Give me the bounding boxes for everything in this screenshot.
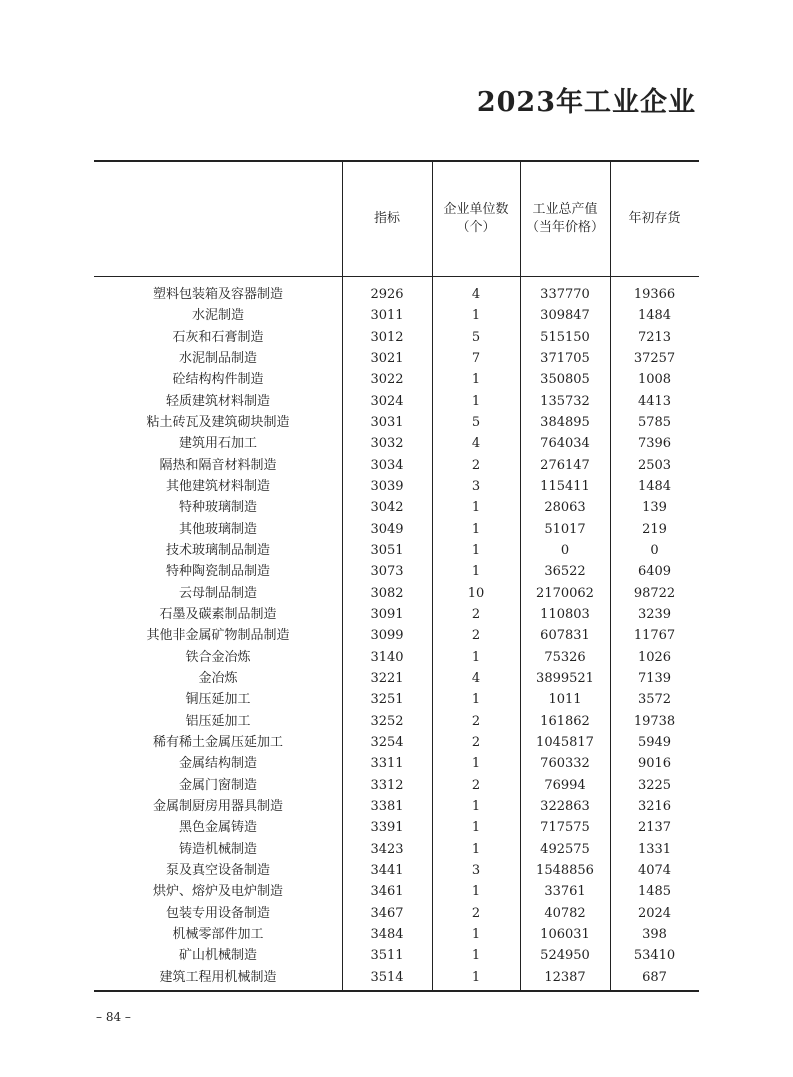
industry-name: 石墨及碳素制品制造 xyxy=(159,606,277,622)
enterprise-count: 2 xyxy=(471,628,481,644)
opening-inventory: 5949 xyxy=(637,734,672,750)
industry-code: 3011 xyxy=(370,308,404,324)
header-enterprise-count-line1: 企业单位数 xyxy=(443,201,509,217)
table-row xyxy=(94,647,699,668)
enterprise-count: 1 xyxy=(471,542,481,558)
opening-inventory: 1485 xyxy=(637,884,672,900)
industry-code: 3441 xyxy=(370,862,404,878)
table-row xyxy=(94,561,699,582)
total-output-value: 1045817 xyxy=(536,734,594,750)
enterprise-count: 1 xyxy=(471,500,481,516)
enterprise-count: 7 xyxy=(471,350,481,366)
table-row xyxy=(94,732,699,753)
industry-name: 其他玻璃制造 xyxy=(178,521,257,537)
table-row xyxy=(94,497,699,518)
header-enterprise-count xyxy=(432,161,520,276)
total-output-value: 0 xyxy=(560,542,570,558)
industry-name: 特种玻璃制造 xyxy=(178,500,257,516)
total-output-value: 33761 xyxy=(544,884,586,900)
industry-name: 金属制厨房用器具制造 xyxy=(152,798,283,814)
table-row xyxy=(94,625,699,646)
industry-name: 粘土砖瓦及建筑砌块制造 xyxy=(146,414,290,430)
table-row xyxy=(94,881,699,902)
enterprise-count: 1 xyxy=(471,948,481,964)
industry-name: 水泥制造 xyxy=(191,308,244,324)
enterprise-count: 4 xyxy=(471,287,481,302)
total-output-value: 36522 xyxy=(544,564,586,580)
industry-name: 隔热和隔音材料制造 xyxy=(159,457,277,473)
industry-name: 其他建筑材料制造 xyxy=(165,478,270,494)
table-row xyxy=(94,476,699,497)
industry-name: 石灰和石膏制造 xyxy=(172,329,264,345)
industry-name: 砼结构构件制造 xyxy=(172,372,264,388)
industry-name: 铁合金冶炼 xyxy=(185,649,251,665)
industry-code: 3484 xyxy=(370,926,404,942)
industry-code: 3254 xyxy=(370,734,404,750)
opening-inventory: 7396 xyxy=(637,436,672,452)
opening-inventory: 53410 xyxy=(633,948,676,964)
table-row xyxy=(94,753,699,774)
total-output-value: 764034 xyxy=(540,436,590,452)
industry-code: 3012 xyxy=(370,329,404,345)
table-row xyxy=(94,369,699,390)
table-row xyxy=(94,967,699,988)
enterprise-count: 1 xyxy=(471,798,481,814)
industry-code: 3049 xyxy=(370,521,404,537)
opening-inventory: 139 xyxy=(642,500,667,516)
industry-code: 3034 xyxy=(370,457,404,473)
industry-name: 金属门窗制造 xyxy=(178,777,257,793)
header-output-value xyxy=(520,161,610,276)
industry-code: 3022 xyxy=(370,372,404,388)
opening-inventory: 37257 xyxy=(633,350,676,366)
opening-inventory: 6409 xyxy=(637,564,672,580)
header-indicator xyxy=(342,161,432,276)
industry-name: 金冶炼 xyxy=(198,670,238,686)
enterprise-count: 1 xyxy=(471,393,481,409)
total-output-value: 106031 xyxy=(540,926,590,942)
industry-code: 3511 xyxy=(370,948,404,964)
opening-inventory: 1026 xyxy=(637,649,672,665)
industry-code: 3461 xyxy=(370,884,404,900)
header-opening-inventory-label: 年初存货 xyxy=(628,210,681,226)
industry-name: 云母制品制造 xyxy=(178,585,257,601)
total-output-value: 115411 xyxy=(540,478,590,494)
industry-name: 稀有稀土金属压延加工 xyxy=(152,734,283,750)
enterprise-count: 4 xyxy=(471,670,481,686)
table-row xyxy=(94,433,699,454)
industry-code: 3311 xyxy=(370,756,404,772)
opening-inventory: 98722 xyxy=(633,585,676,601)
opening-inventory: 1484 xyxy=(637,478,672,494)
enterprise-count: 10 xyxy=(467,585,485,601)
industry-code: 3099 xyxy=(370,628,404,644)
industry-name: 铝压延加工 xyxy=(185,713,251,729)
table-header-rule xyxy=(94,276,699,277)
industry-code: 3423 xyxy=(370,841,404,857)
table-row xyxy=(94,305,699,326)
enterprise-count: 2 xyxy=(471,734,481,750)
enterprise-count: 2 xyxy=(471,777,481,793)
table-row xyxy=(94,817,699,838)
table-row xyxy=(94,711,699,732)
total-output-value: 760332 xyxy=(540,756,590,772)
table-body xyxy=(94,284,699,988)
table-row xyxy=(94,689,699,710)
header-output-value-line2: （当年价格） xyxy=(525,219,604,235)
table-row xyxy=(94,924,699,945)
enterprise-count: 1 xyxy=(471,692,481,708)
table-row xyxy=(94,604,699,625)
opening-inventory: 19366 xyxy=(633,287,676,302)
opening-inventory: 5785 xyxy=(637,414,672,430)
industry-name: 矿山机械制造 xyxy=(178,948,257,964)
total-output-value: 1548856 xyxy=(536,862,594,878)
industry-name: 铸造机械制造 xyxy=(178,841,257,857)
opening-inventory: 19738 xyxy=(633,713,676,729)
opening-inventory: 2024 xyxy=(637,905,672,921)
total-output-value: 309847 xyxy=(540,308,590,324)
table-row xyxy=(94,391,699,412)
opening-inventory: 0 xyxy=(650,542,659,558)
industry-name: 特种陶瓷制品制造 xyxy=(165,564,270,580)
opening-inventory: 4074 xyxy=(637,862,672,878)
table-row xyxy=(94,327,699,348)
enterprise-count: 1 xyxy=(471,884,481,900)
industry-code: 3021 xyxy=(370,350,404,366)
total-output-value: 2170062 xyxy=(536,585,594,601)
table-row xyxy=(94,412,699,433)
industry-code: 3391 xyxy=(370,820,404,836)
table-row xyxy=(94,519,699,540)
industry-code: 3221 xyxy=(370,670,404,686)
opening-inventory: 3239 xyxy=(637,606,672,622)
total-output-value: 28063 xyxy=(544,500,586,516)
enterprise-count: 3 xyxy=(471,478,481,494)
table-row xyxy=(94,860,699,881)
enterprise-count: 2 xyxy=(471,713,481,729)
enterprise-count: 1 xyxy=(471,820,481,836)
table-row xyxy=(94,284,699,305)
industry-code: 3381 xyxy=(370,798,404,814)
industry-code: 3073 xyxy=(370,564,404,580)
enterprise-count: 1 xyxy=(471,649,481,665)
opening-inventory: 11767 xyxy=(633,628,676,644)
table-row xyxy=(94,903,699,924)
enterprise-count: 1 xyxy=(471,308,481,324)
industry-code: 3467 xyxy=(370,905,404,921)
total-output-value: 384895 xyxy=(540,414,590,430)
opening-inventory: 4413 xyxy=(637,393,672,409)
enterprise-count: 3 xyxy=(471,862,481,878)
industry-name: 泵及真空设备制造 xyxy=(165,862,270,878)
total-output-value: 276147 xyxy=(540,457,590,473)
total-output-value: 717575 xyxy=(540,820,590,836)
total-output-value: 12387 xyxy=(544,969,586,985)
enterprise-count: 1 xyxy=(471,564,481,580)
industry-code: 3051 xyxy=(370,542,404,558)
total-output-value: 492575 xyxy=(540,841,590,857)
opening-inventory: 398 xyxy=(642,926,667,942)
header-enterprise-count-line2: （个） xyxy=(456,219,496,235)
industry-name: 水泥制品制造 xyxy=(178,350,257,366)
total-output-value: 3899521 xyxy=(536,670,594,686)
industry-name: 烘炉、熔炉及电炉制造 xyxy=(152,884,283,900)
industry-code: 3031 xyxy=(370,414,404,430)
industry-code: 3039 xyxy=(370,478,404,494)
total-output-value: 76994 xyxy=(544,777,586,793)
enterprise-count: 4 xyxy=(471,436,481,452)
opening-inventory: 1484 xyxy=(637,308,672,324)
table-row xyxy=(94,775,699,796)
industry-code: 3042 xyxy=(370,500,404,516)
page-number: – 84 – xyxy=(96,1010,131,1024)
total-output-value: 135732 xyxy=(540,393,590,409)
table-row xyxy=(94,945,699,966)
industry-code: 3082 xyxy=(370,585,404,601)
total-output-value: 515150 xyxy=(540,329,590,345)
opening-inventory: 7139 xyxy=(637,670,672,686)
opening-inventory: 687 xyxy=(642,969,667,985)
opening-inventory: 9016 xyxy=(637,756,672,772)
total-output-value: 322863 xyxy=(540,798,590,814)
table-row xyxy=(94,668,699,689)
industry-name: 金属结构制造 xyxy=(178,756,257,772)
industry-name: 塑料包装箱及容器制造 xyxy=(152,287,283,302)
industry-code: 2926 xyxy=(370,287,404,302)
enterprise-count: 5 xyxy=(471,329,481,345)
industry-code: 3252 xyxy=(370,713,404,729)
opening-inventory: 219 xyxy=(642,521,667,537)
total-output-value: 607831 xyxy=(540,628,590,644)
enterprise-count: 5 xyxy=(471,414,481,430)
enterprise-count: 2 xyxy=(471,905,481,921)
industry-name: 建筑工程用机械制造 xyxy=(159,969,277,985)
enterprise-count: 1 xyxy=(471,372,481,388)
header-opening-inventory xyxy=(610,161,699,276)
table-row xyxy=(94,583,699,604)
industry-code: 3312 xyxy=(370,777,404,793)
industry-name: 包装专用设备制造 xyxy=(165,905,270,921)
enterprise-count: 1 xyxy=(471,969,481,985)
enterprise-count: 2 xyxy=(471,606,481,622)
opening-inventory: 1331 xyxy=(637,841,672,857)
opening-inventory: 3216 xyxy=(637,798,672,814)
table-row xyxy=(94,455,699,476)
total-output-value: 51017 xyxy=(544,521,586,537)
total-output-value: 337770 xyxy=(540,287,590,302)
enterprise-count: 1 xyxy=(471,521,481,537)
industry-name: 技术玻璃制品制造 xyxy=(165,542,270,558)
industry-code: 3024 xyxy=(370,393,404,409)
page-title: 2023年工业企业 xyxy=(476,87,696,118)
header-indicator-label: 指标 xyxy=(373,210,400,226)
industry-name: 建筑用石加工 xyxy=(178,436,257,452)
industry-code: 3032 xyxy=(370,436,404,452)
industry-code: 3140 xyxy=(370,649,404,665)
industry-name: 机械零部件加工 xyxy=(172,926,264,942)
header-row-label xyxy=(94,161,342,276)
opening-inventory: 2137 xyxy=(637,820,672,836)
statistics-table xyxy=(94,160,699,993)
industry-name: 黑色金属铸造 xyxy=(178,820,257,836)
total-output-value: 1011 xyxy=(548,692,582,708)
opening-inventory: 3572 xyxy=(637,692,672,708)
opening-inventory: 7213 xyxy=(637,329,672,345)
enterprise-count: 1 xyxy=(471,841,481,857)
industry-name: 轻质建筑材料制造 xyxy=(165,393,270,409)
opening-inventory: 1008 xyxy=(637,372,672,388)
industry-name: 铜压延加工 xyxy=(185,692,251,708)
table-row xyxy=(94,348,699,369)
industry-code: 3091 xyxy=(370,606,404,622)
industry-code: 3514 xyxy=(370,969,404,985)
total-output-value: 110803 xyxy=(540,606,590,622)
table-bottom-rule xyxy=(94,990,699,992)
total-output-value: 161862 xyxy=(540,713,590,729)
table-row xyxy=(94,839,699,860)
enterprise-count: 1 xyxy=(471,926,481,942)
industry-code: 3251 xyxy=(370,692,404,708)
enterprise-count: 2 xyxy=(471,457,481,473)
table-row xyxy=(94,796,699,817)
enterprise-count: 1 xyxy=(471,756,481,772)
opening-inventory: 3225 xyxy=(637,777,672,793)
total-output-value: 350805 xyxy=(540,372,590,388)
total-output-value: 524950 xyxy=(540,948,590,964)
industry-name: 其他非金属矿物制品制造 xyxy=(146,628,290,644)
table-row xyxy=(94,540,699,561)
opening-inventory: 2503 xyxy=(637,457,672,473)
total-output-value: 75326 xyxy=(544,649,586,665)
header-output-value-line1: 工业总产值 xyxy=(532,201,598,217)
total-output-value: 40782 xyxy=(544,905,586,921)
total-output-value: 371705 xyxy=(540,350,590,366)
